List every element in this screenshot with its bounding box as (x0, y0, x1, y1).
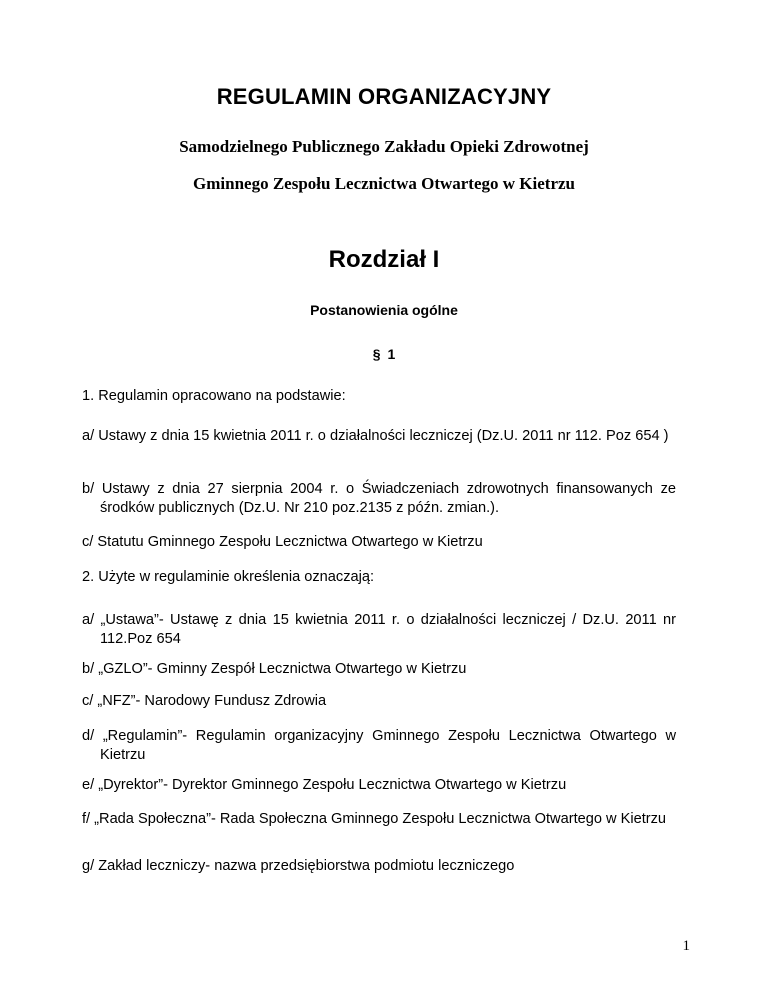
page-number: 1 (682, 938, 690, 954)
point2-item-a: a/ „Ustawa”- Ustawę z dnia 15 kwietnia 2011 r. o działalności leczniczej / Dz.U. 2011 nr 112.Poz 654 (82, 612, 676, 647)
document-subtitle-line1: Samodzielnego Publicznego Zakładu Opieki Zdrowotnej (179, 137, 589, 156)
point1-item-b: b/ Ustawy z dnia 27 sierpnia 2004 r. o Świadczeniach zdrowotnych finansowanych ze środków publicznych (Dz.U. Nr 210 poz.2135 z późn. zmian.). (82, 481, 676, 516)
chapter-heading: Rozdział I (328, 246, 440, 273)
point1-intro: 1. Regulamin opracowano na podstawie: (82, 388, 346, 404)
point2-item-d: d/ „Regulamin”- Regulamin organizacyjny Gminnego Zespołu Lecznictwa Otwartego w Kietrzu (82, 728, 676, 763)
paragraph-mark: § 1 (372, 346, 396, 362)
point1-item-a: a/ Ustawy z dnia 15 kwietnia 2011 r. o działalności leczniczej (Dz.U. 2011 nr 112. Poz 654 ) (82, 428, 669, 444)
point1-item-c: c/ Statutu Gminnego Zespołu Lecznictwa Otwartego w Kietrzu (82, 534, 483, 550)
point2-item-g: g/ Zakład leczniczy- nazwa przedsiębiorstwa podmiotu leczniczego (82, 858, 515, 874)
point2-intro: 2. Użyte w regulaminie określenia oznaczają: (82, 569, 375, 585)
point2-item-b: b/ „GZLO”- Gminny Zespół Lecznictwa Otwartego w Kietrzu (82, 661, 467, 677)
section-title: Postanowienia ogólne (310, 302, 458, 318)
point2-item-c: c/ „NFZ”- Narodowy Fundusz Zdrowia (82, 693, 327, 709)
point2-item-f: f/ „Rada Społeczna”- Rada Społeczna Gminnego Zespołu Lecznictwa Otwartego w Kietrzu (82, 811, 667, 827)
document-title: REGULAMIN ORGANIZACYJNY (216, 84, 552, 109)
point2-item-e: e/ „Dyrektor”- Dyrektor Gminnego Zespołu Lecznictwa Otwartego w Kietrzu (82, 777, 567, 793)
document-subtitle-line2: Gminnego Zespołu Lecznictwa Otwartego w Kietrzu (193, 174, 575, 193)
